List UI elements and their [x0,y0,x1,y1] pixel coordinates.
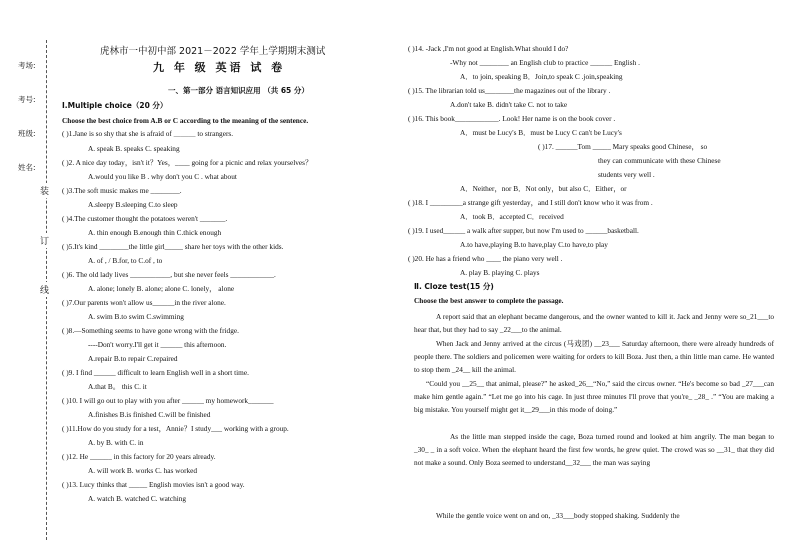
question-line: -Why not ________ an English club to practice ______ English . [450,58,640,67]
option-line: A．must be Lucy's B．must be Lucy C can't be Lucy's [460,128,622,137]
passage-paragraph: When Jack and Jenny arrived at the circus (马戏团) __23___ Saturday afternoon, there were already hundreds of people there. The soldiers and policemen were waiting for orders to kill Boza. Just then, a thin little man came. He wanted to stop them _24__ kill the animal. [414,339,774,375]
question-line: ( )3.The soft music makes me ________. [62,186,182,195]
option-line: A. will work B. works C. has worked [88,466,198,475]
option-line: A. of , / B.for, to C.of , to [88,256,163,265]
option-line: A.that B。 this C. it [88,382,147,391]
question-line: ( )6. The old lady lives ___________, but she never feels ____________. [62,270,276,279]
exam-subtitle: 九 年 级 英语 试 卷 [153,61,286,74]
question-line: ( )13. Lucy thinks that _____ English movies isn't a good way. [62,480,245,489]
instruction-multiple-choice: Choose the best choice from A.B or C according to the meaning of the sentence. [62,116,309,125]
question-line: ( )1.Jane is so shy that she is afraid of ＿＿＿ to strangers. [62,129,234,138]
exam-number-label: 考号: [18,95,36,104]
binding-char-zhuang: 装 [40,183,49,198]
question-line: ( )10. I will go out to play with you after ______ my homework_______ [62,396,274,405]
binding-char-xian: 线 [40,282,49,297]
section-multiple-choice: Ⅰ.Multiple choice（20 分） [62,101,168,110]
passage-paragraph: As the little man stepped inside the cage, Boza turned round and looked at him angrily. The man began to _30_ _ in a soft voice. When the elephant heard the first few words, he grew quiet. The crowd was so __31_ that they did not make a sound. Only Boza seemed to understand__32___ the man was saying [414,432,774,468]
option-line: A．took B．accepted C．received [460,212,564,221]
option-line: A. play B. playing C. plays [460,268,540,277]
question-line: ( )20. He has a friend who ____ the piano very well . [408,254,563,263]
question-line: ( )14. -Jack ,I'm not good at English.What should I do? [408,44,569,53]
section-cloze-test: Ⅱ. Cloze test(15 分) [414,282,494,291]
question-line: ( )2. A nice day today，isn't it？Yes，____ going for a picnic and relax yourselves？ [62,158,313,167]
question-line: ( )11.How do you study for a test，Annie？I study___ working with a group. [62,424,289,433]
question-line: they can communicate with these Chinese [598,156,721,165]
option-line: A.to have,playing B.to have,play C.to have,to play [460,240,608,249]
name-label: 姓名: [18,163,36,172]
exam-title: 虎林市一中初中部 2021－2022 学年上学期期末测试 [100,46,326,57]
question-line: ( )15. The librarian told us________the magazines out of the library . [408,86,611,95]
instruction-cloze-test: Choose the best answer to complete the passage. [414,296,564,305]
option-line: A．to join, speaking B．Join,to speak C .join,speaking [460,72,623,81]
option-line: A.repair B.to repair C.repaired [88,354,178,363]
question-line: ( )16. This book____________. Look! Her name is on the book cover . [408,114,616,123]
option-line: A. swim B.to swim C.swimming [88,312,184,321]
question-line: ( )7.Our parents won't allow us______in the river alone. [62,298,226,307]
question-line: ( )5.It's kind ________the little girl_____ share her toys with the other kids. [62,242,284,251]
passage-paragraph: “Could you __25__ that animal, please?” he asked_26__“No,” said the circus owner. “He's become so bad _27___can make him gentle again.” “Let me go into his cage. In just three minutes I'll prove that you're_ _28_ .” “You are making a big mistake. You yourself might get it__29___in this mode of doing.” [414,379,774,415]
binding-sidebar [0,0,58,552]
option-line: A.sleepy B.sleeping C.to sleep [88,200,178,209]
option-line: A. watch B. watched C. watching [88,494,187,503]
option-line: A. thin enough B.enough thin C.thick enough [88,228,222,237]
question-line: ( )17. ______Tom _____ Mary speaks good Chinese， so [538,142,708,151]
question-line: students very well . [598,170,655,179]
question-line: ----Don't worry.I'll get it ______ this afternoon. [88,340,227,349]
binding-char-ding: 订 [40,233,49,248]
option-line: A.would you like B . why don't you C . what about [88,172,237,181]
passage-paragraph: A report said that an elephant became dangerous, and the owner wanted to kill it. Jack and Jenny were so_21___to hear that, but they had to say _22___to the animal. [414,312,774,335]
question-line: ( )9. I find ______ difficult to learn English well in a short time. [62,368,249,377]
question-line: ( )18. I _________a strange gift yesterday，and I still don't know who it was from . [408,198,653,207]
option-line: A.don't take B. didn't take C. not to take [450,100,568,109]
exam-room-label: 考场: [18,61,36,70]
option-line: A. speak B. speaks C. speaking [88,144,180,153]
question-line: ( )8.—Something seems to have gone wrong with the fridge. [62,326,239,335]
option-line: A．Neither，nor B．Not only，but also C．Either，or [460,184,627,193]
option-line: A. by B. with C. in [88,438,144,447]
passage-paragraph: While the gentle voice went on and on, _33___body stopped shaking. Suddenly the [436,511,680,520]
option-line: A.finishes B.is finished C.will be finished [88,410,211,419]
class-label: 班级: [18,129,36,138]
part1-heading: 一、第一部分 语言知识应用 （共 65 分） [168,86,309,95]
question-line: ( )4.The customer thought the potatoes weren't _______. [62,214,228,223]
question-line: ( )12. He ______ in this factory for 20 years already. [62,452,216,461]
question-line: ( )19. I used______ a walk after supper, but now I'm used to ______basketball. [408,226,639,235]
option-line: A. alone; lonely B. alone; alone C. lonely， alone [88,284,235,293]
